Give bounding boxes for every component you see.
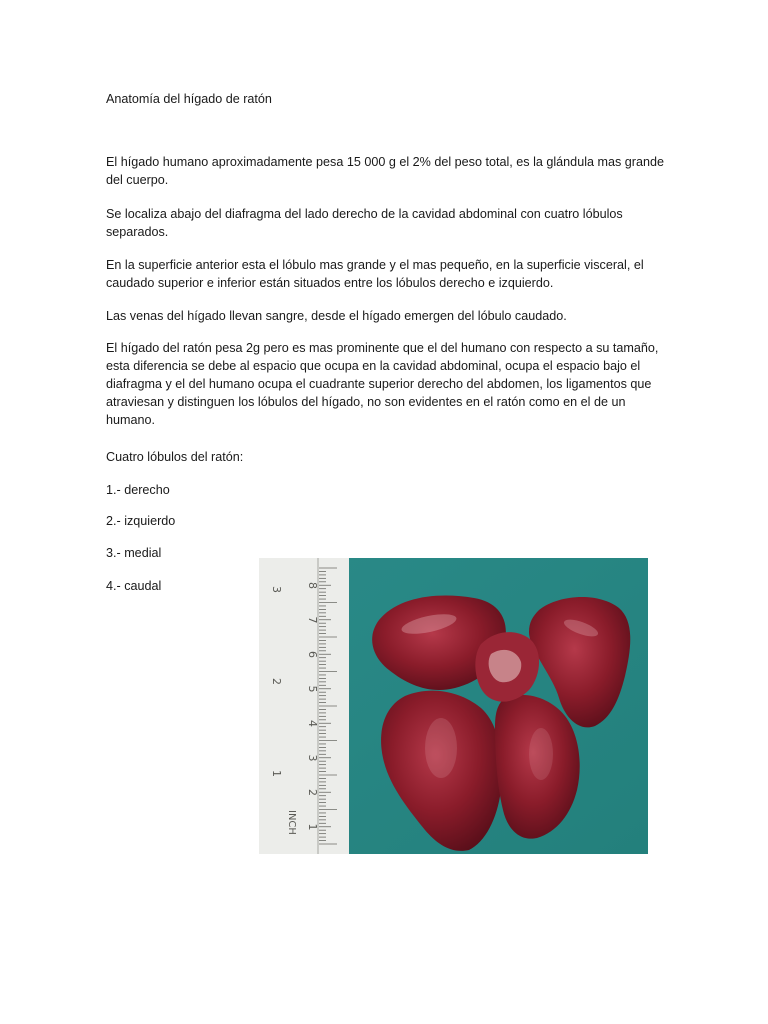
document-title: Anatomía del hígado de ratón bbox=[106, 92, 272, 106]
ruler-inch-label: 3 bbox=[270, 586, 283, 593]
ruler-cm-label: 7 bbox=[306, 616, 319, 624]
ruler-unit-label: INCH bbox=[286, 810, 297, 835]
paragraph: Las venas del hígado llevan sangre, desde el hígado emergen del lóbulo caudado. bbox=[106, 309, 567, 323]
paragraph: El hígado del ratón pesa 2g pero es mas prominente que el del humano con respecto a su tamaño, esta diferencia se debe al espacio que ocupa en la cavidad abdominal, ocupa el espacio bajo el diafragma y el del humano ocupa el cuadrante superior derecho del abdomen, los ligamentos que atraviesan y distinguen los lóbulos del hígado, no son evidentes en el ratón como en el de un humano. bbox=[106, 341, 659, 427]
list-heading: Cuatro lóbulos del ratón: bbox=[106, 450, 244, 464]
mouse-liver-photo bbox=[259, 558, 648, 854]
list-item: 3.- medial bbox=[106, 546, 162, 560]
ruler-cm-label: 8 bbox=[306, 582, 319, 589]
ruler-cm-label: 1 bbox=[306, 823, 319, 831]
paragraph: Se localiza abajo del diafragma del lado derecho de la cavidad abdominal con cuatro lóbulos separados. bbox=[106, 207, 623, 239]
list-item: 4.- caudal bbox=[106, 579, 162, 593]
ruler-cm-label: 2 bbox=[306, 789, 319, 796]
ruler-cm-label: 3 bbox=[306, 754, 319, 762]
ruler-cm-label: 5 bbox=[306, 685, 319, 693]
list-item: 1.- derecho bbox=[106, 483, 170, 497]
ruler-inch-label: 1 bbox=[270, 770, 283, 777]
paragraph: El hígado humano aproximadamente pesa 15 000 g el 2% del peso total, es la glándula mas grande del cuerpo. bbox=[106, 155, 664, 187]
ruler-inch-label: 2 bbox=[270, 678, 283, 685]
paragraph: En la superficie anterior esta el lóbulo mas grande y el mas pequeño, en la superficie visceral, el caudado superior e inferior están situados entre los lóbulos derecho e izquierdo. bbox=[106, 258, 644, 290]
liver-photo-illustration bbox=[259, 558, 648, 854]
ruler bbox=[259, 558, 349, 854]
ruler-cm-label: 4 bbox=[306, 720, 319, 727]
list-item: 2.- izquierdo bbox=[106, 514, 176, 528]
ruler-cm-label: 6 bbox=[306, 651, 319, 658]
